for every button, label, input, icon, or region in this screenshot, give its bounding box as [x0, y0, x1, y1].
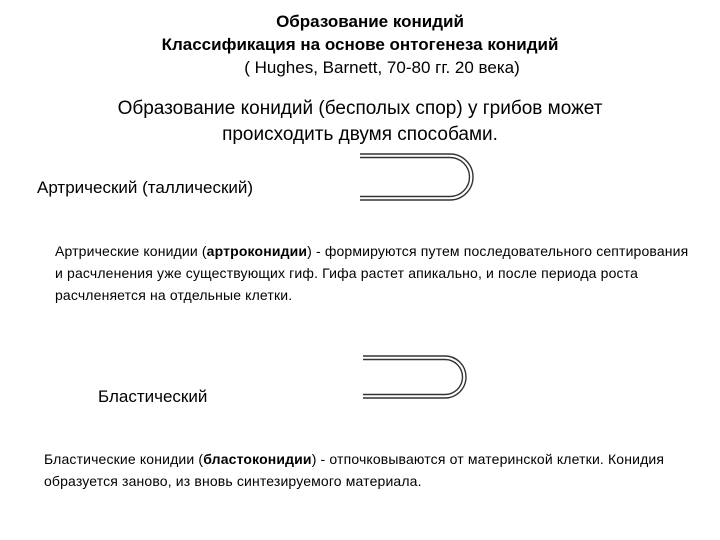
arthric-desc-rest: ) - формируются путем последовательного септирования и расчленения уже существующих гиф. Гифа растет апикально, и после периода роста расчленяется на отдельные клетки. [55, 243, 689, 303]
intro-line-2: происходить двумя способами. [222, 124, 498, 145]
arthric-desc-start: Артрические конидии ( [55, 243, 207, 259]
slide-subtitle: Классификация на основе онтогенеза конидий [161, 35, 559, 54]
blastic-desc-rest: ) - отпочковываются от материнской клетки. Конидия образуется заново, из вновь синтезируемого материала. [44, 451, 665, 489]
title-block [0, 10, 720, 79]
intro-text [60, 96, 660, 148]
blastic-desc-start: Бластические конидии ( [44, 451, 204, 467]
hypha-arthric-icon [355, 146, 480, 206]
blastic-term: бластоконидии [203, 451, 312, 467]
arthric-description [55, 240, 695, 306]
arthric-label: Артрический (таллический) [37, 178, 254, 197]
slide-title: Образование конидий [276, 12, 464, 31]
blastic-description [44, 448, 704, 492]
blastic-label: Бластический [98, 387, 208, 406]
slide-reference: ( Hughes, Barnett, 70-80 гг. 20 века) [244, 58, 520, 77]
arthric-term: артроконидии [206, 243, 308, 259]
intro-line-1: Образование конидий (бесполых спор) у грибов может [117, 98, 603, 119]
hypha-blastic-icon [360, 349, 470, 407]
